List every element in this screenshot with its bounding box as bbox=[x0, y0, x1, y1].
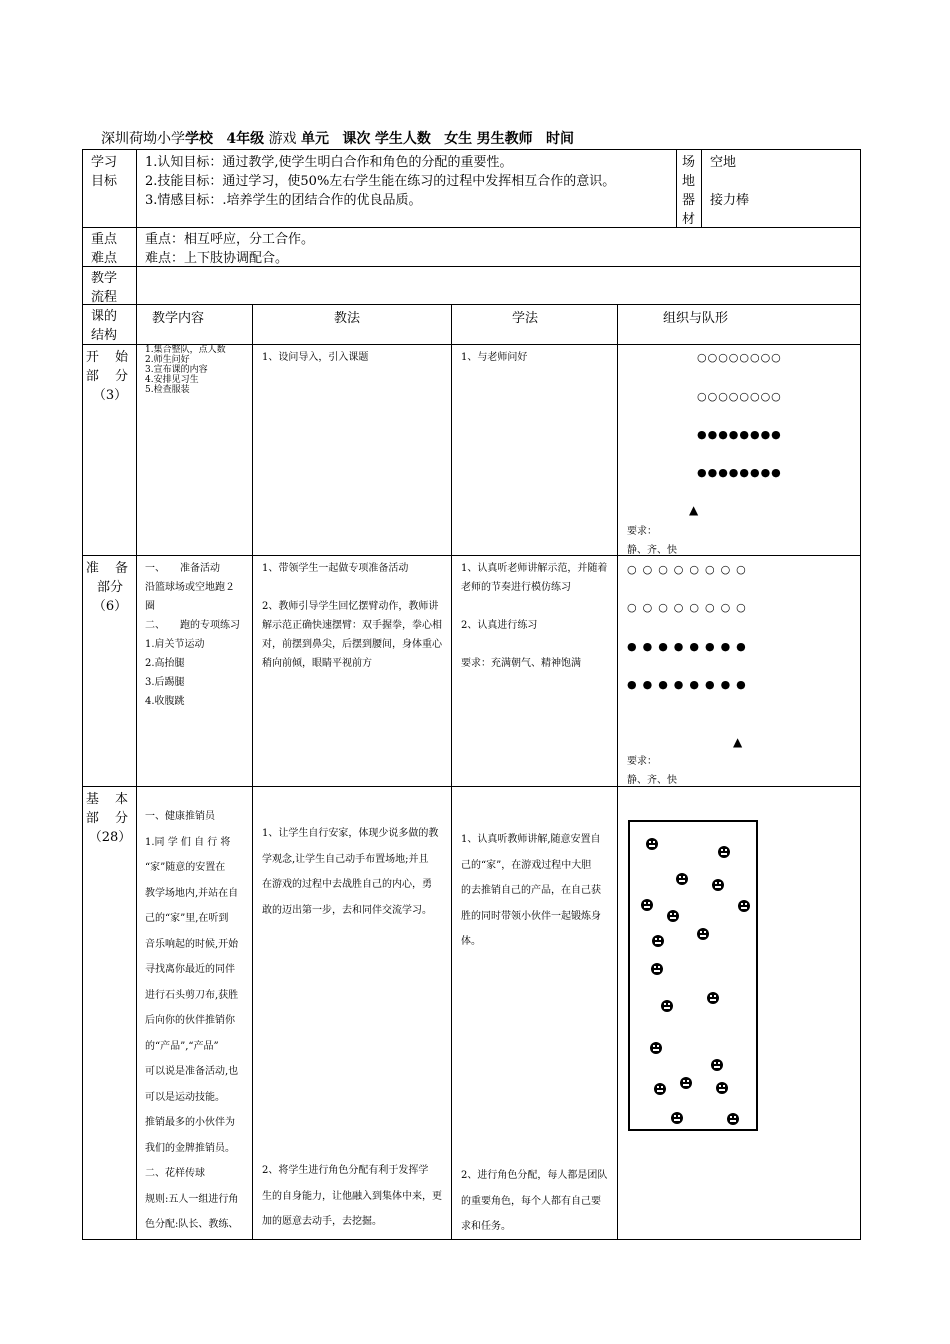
content-line: 教学场地内,并站在自 bbox=[145, 887, 239, 899]
prep-method bbox=[262, 559, 442, 673]
prep-formation-row: ●●●●●●●● bbox=[627, 640, 752, 653]
learning-line bbox=[461, 635, 607, 654]
start-formation-row: ○○○○○○○○ bbox=[697, 390, 782, 403]
equipment-value: 接力棒 bbox=[710, 193, 750, 208]
method-line: 生的自身能力，让他融入到集体中来，更 bbox=[262, 1190, 442, 1202]
student-face-icon bbox=[718, 846, 730, 858]
section-label-line: （3） bbox=[92, 388, 128, 403]
student-face-icon bbox=[727, 1113, 739, 1125]
learning-line: 胜的同时带领小伙伴一起锻炼身 bbox=[461, 910, 601, 922]
learning-line: 1、认真听教师讲解,随意安置自 bbox=[461, 834, 601, 845]
content-line: 寻找离你最近的同伴 bbox=[145, 964, 235, 975]
key-point: 重点：相互呼应，分工合作。 bbox=[145, 232, 315, 247]
row-divider bbox=[82, 555, 860, 556]
section-label-line: 部 分 bbox=[85, 369, 135, 384]
content-item: 5.检查服装 bbox=[145, 385, 190, 395]
col-divider bbox=[676, 149, 677, 227]
student-face-icon bbox=[650, 1042, 662, 1054]
school-name: 深圳荷坳小学 bbox=[101, 131, 185, 147]
content-line: 的“产品”,“产品” bbox=[145, 1040, 219, 1052]
content-item: 圈 bbox=[145, 601, 155, 612]
method-line: 2、教师引导学生回忆摆臂动作，教师讲 bbox=[262, 601, 439, 612]
student-face-icon bbox=[697, 928, 709, 940]
prep-requirement: 静、齐、快 bbox=[627, 775, 677, 786]
section-label-line: （28） bbox=[88, 830, 132, 845]
teacher-label: 教师 bbox=[504, 131, 533, 147]
start-method: 1、设问导入，引入课题 bbox=[262, 352, 369, 363]
student-face-icon bbox=[671, 1112, 683, 1124]
venue-value: 空地 bbox=[710, 155, 737, 170]
start-learning: 1、与老师问好 bbox=[461, 352, 528, 363]
content-item: 1.肩关节运动 bbox=[145, 639, 205, 650]
learning-line: 的重要角色，每个人都有自己要 bbox=[461, 1195, 601, 1207]
section-label-line: 部分 bbox=[96, 580, 123, 595]
section-label-line: 开 始 bbox=[85, 350, 135, 365]
grade: 4年级 bbox=[226, 131, 265, 147]
lesson-label: 课次 bbox=[342, 131, 371, 147]
student-face-icon bbox=[651, 963, 663, 975]
goals-label bbox=[91, 153, 117, 191]
col-divider bbox=[617, 304, 618, 1239]
male-label: 男生 bbox=[476, 131, 505, 147]
content-line: 可以说是准备活动,也 bbox=[145, 1066, 239, 1077]
method-line: 1、带领学生一起做专项准备活动 bbox=[262, 563, 409, 574]
basic-learning-1 bbox=[461, 827, 601, 955]
structure-label-line: 课的 bbox=[91, 309, 118, 324]
content-line: 规则:五人一组进行角 bbox=[145, 1193, 239, 1205]
basic-method-2 bbox=[262, 1158, 442, 1235]
content-item: 4.收腹跳 bbox=[145, 696, 185, 707]
content-item: 二、 跑的专项练习 bbox=[145, 620, 240, 631]
learning-line: 求和任务。 bbox=[461, 1221, 511, 1232]
flow-label-line: 教学 bbox=[91, 271, 118, 286]
goals-label-line: 学习 bbox=[91, 155, 118, 170]
student-face-icon bbox=[738, 900, 750, 912]
content-item: 2.师生问好 bbox=[145, 355, 190, 365]
row-divider bbox=[82, 304, 860, 305]
venue-label-char: 地 bbox=[682, 174, 696, 189]
goal-skill: 2.技能目标：通过学习，使50%左右学生能在练习的过程中发挥相互合作的意识。 bbox=[145, 174, 616, 189]
learning-line: 的去推销自己的产品，在自己获 bbox=[461, 885, 601, 896]
student-face-icon bbox=[680, 1077, 692, 1089]
start-formation-row: ●●●●●●●● bbox=[697, 466, 782, 479]
method-line: 加的愿意去动手，去挖掘。 bbox=[262, 1216, 382, 1227]
start-requirement-label: 要求： bbox=[627, 526, 657, 537]
structure-label bbox=[91, 307, 117, 345]
content-item: 一、 准备活动 bbox=[145, 563, 220, 574]
content-line: 二、花样传球 bbox=[145, 1168, 205, 1179]
section-label-line: 基 本 bbox=[85, 792, 135, 807]
teacher-marker-icon: ▲ bbox=[733, 735, 743, 749]
content-line: 后向你的伙伴推销你 bbox=[145, 1015, 235, 1026]
venue-label-char: 器 bbox=[682, 193, 696, 208]
column-header-content: 教学内容 bbox=[152, 311, 205, 326]
basic-section-label bbox=[84, 790, 136, 847]
student-face-icon bbox=[654, 1083, 666, 1095]
prep-section-label bbox=[84, 559, 136, 616]
learning-line: 2、进行角色分配，每人都是团队 bbox=[461, 1170, 608, 1181]
student-face-icon bbox=[646, 838, 658, 850]
structure-label-line: 结构 bbox=[91, 328, 118, 343]
goal-emotion: 3.情感目标：.培养学生的团结合作的优良品质。 bbox=[145, 193, 422, 208]
content-line: 一、健康推销员 bbox=[145, 811, 215, 822]
time-label: 时间 bbox=[546, 131, 574, 147]
basic-learning-2 bbox=[461, 1163, 607, 1240]
student-face-icon bbox=[667, 910, 679, 922]
content-line: “家”随意的安置在 bbox=[145, 862, 226, 873]
game-field-diagram bbox=[628, 820, 758, 1131]
student-face-icon bbox=[712, 879, 724, 891]
keypoints-label-line: 难点 bbox=[91, 251, 118, 266]
learning-line: 2、认真进行练习 bbox=[461, 620, 538, 631]
row-divider bbox=[82, 786, 860, 787]
student-count-label: 学生人数 bbox=[374, 131, 431, 147]
col-divider bbox=[451, 304, 452, 1239]
column-header-organization: 组织与队形 bbox=[663, 311, 729, 326]
unit-label: 单元 bbox=[301, 131, 330, 147]
prep-formation-row: ○○○○○○○○ bbox=[627, 601, 752, 614]
student-face-icon bbox=[676, 873, 688, 885]
venue-label bbox=[682, 153, 696, 229]
content-item: 4.安排见习生 bbox=[145, 375, 199, 385]
female-label: 女生 bbox=[444, 131, 473, 147]
basic-method-1 bbox=[262, 821, 438, 923]
content-line: 1.同 学 们 自 行 将 bbox=[145, 836, 231, 848]
game-label: 游戏 bbox=[268, 131, 297, 147]
method-line: 2、将学生进行角色分配有利于发挥学 bbox=[262, 1165, 429, 1176]
difficulty-point: 难点：上下肢协调配合。 bbox=[145, 251, 289, 266]
content-item: 3.宣布课的内容 bbox=[145, 365, 208, 375]
prep-learning bbox=[461, 559, 607, 673]
venue-label-char: 场 bbox=[682, 155, 696, 170]
method-line: 学观念,让学生自己动手布置场地;并且 bbox=[262, 853, 429, 865]
student-face-icon bbox=[716, 1082, 728, 1094]
lesson-header bbox=[101, 128, 574, 148]
content-item: 2.高抬腿 bbox=[145, 658, 185, 669]
student-face-icon bbox=[707, 992, 719, 1004]
start-content bbox=[145, 345, 226, 395]
learning-line: 己的“家”，在游戏过程中大胆 bbox=[461, 859, 592, 871]
content-line: 推销最多的小伙伴为 bbox=[145, 1117, 235, 1128]
row-divider bbox=[82, 227, 860, 228]
content-item: 1.集合整队，点人数 bbox=[145, 345, 226, 355]
keypoints-text bbox=[145, 230, 314, 268]
section-label-line: 部 分 bbox=[85, 811, 135, 826]
col-divider bbox=[252, 304, 253, 1239]
column-header-learning: 学法 bbox=[512, 311, 539, 326]
goals-label-line: 目标 bbox=[91, 174, 118, 189]
method-line: 稍向前倾，眼睛平视前方 bbox=[262, 658, 372, 669]
student-face-icon bbox=[711, 1059, 723, 1071]
learning-line bbox=[461, 597, 607, 616]
flow-label bbox=[91, 269, 117, 307]
method-line: 敢的迈出第一步，去和同伴交流学习。 bbox=[262, 904, 432, 916]
content-line: 我们的金牌推销员。 bbox=[145, 1142, 235, 1154]
learning-line: 体。 bbox=[461, 936, 481, 947]
content-line: 色分配:队长、教练、 bbox=[145, 1219, 239, 1230]
student-face-icon bbox=[652, 935, 664, 947]
method-line: 对，前摆到鼻尖，后摆到腰间，身体重心 bbox=[262, 639, 442, 650]
start-section-label bbox=[84, 348, 136, 405]
col-divider bbox=[136, 149, 137, 1239]
venue-label-char: 材 bbox=[682, 212, 696, 227]
content-item: 沿篮球场或空地跑２ bbox=[145, 582, 235, 593]
prep-formation-row: ●●●●●●●● bbox=[627, 678, 752, 691]
teacher-marker-icon: ▲ bbox=[689, 503, 699, 517]
section-label-line: （6） bbox=[92, 599, 128, 614]
section-label-line: 准 备 bbox=[85, 561, 135, 576]
method-line: 1、让学生自行安家，体现少说多做的教 bbox=[262, 828, 439, 839]
content-line: 进行石头剪刀布,获胜 bbox=[145, 989, 239, 1001]
start-requirement: 静、齐、快 bbox=[627, 545, 677, 556]
content-item: 3.后踢腿 bbox=[145, 677, 185, 688]
start-formation-row: ○○○○○○○○ bbox=[697, 351, 782, 364]
keypoints-label-line: 重点 bbox=[91, 232, 118, 247]
column-header-method: 教法 bbox=[334, 311, 361, 326]
method-line: 解示范正确快速摆臂：双手握拳，拳心相 bbox=[262, 620, 442, 631]
goal-cognitive: 1.认知目标：通过教学,使学生明白合作和角色的分配的重要性。 bbox=[145, 155, 513, 170]
basic-content bbox=[145, 804, 238, 1238]
student-face-icon bbox=[641, 899, 653, 911]
keypoints-label bbox=[91, 230, 117, 268]
content-line: 音乐响起的时候,开始 bbox=[145, 938, 239, 950]
student-face-icon bbox=[661, 1000, 673, 1012]
method-line bbox=[262, 578, 442, 597]
content-line: 可以是运动技能。 bbox=[145, 1091, 225, 1103]
prep-formation-row: ○○○○○○○○ bbox=[627, 563, 752, 576]
school-suffix: 学校 bbox=[185, 131, 213, 147]
start-formation-row: ●●●●●●●● bbox=[697, 428, 782, 441]
flow-label-line: 流程 bbox=[91, 290, 118, 305]
prep-requirement-label: 要求： bbox=[627, 756, 657, 767]
learning-line: 要求：充满朝气、精神饱满 bbox=[461, 658, 581, 669]
content-line: 己的“家”里,在听到 bbox=[145, 913, 229, 924]
goals-list bbox=[145, 153, 615, 210]
method-line: 在游戏的过程中去战胜自己的内心，勇 bbox=[262, 879, 432, 890]
prep-content bbox=[145, 559, 240, 711]
learning-line: 1、认真听老师讲解示范，并随着 bbox=[461, 563, 608, 574]
col-divider bbox=[701, 149, 702, 227]
learning-line: 老师的节奏进行模仿练习 bbox=[461, 582, 571, 593]
